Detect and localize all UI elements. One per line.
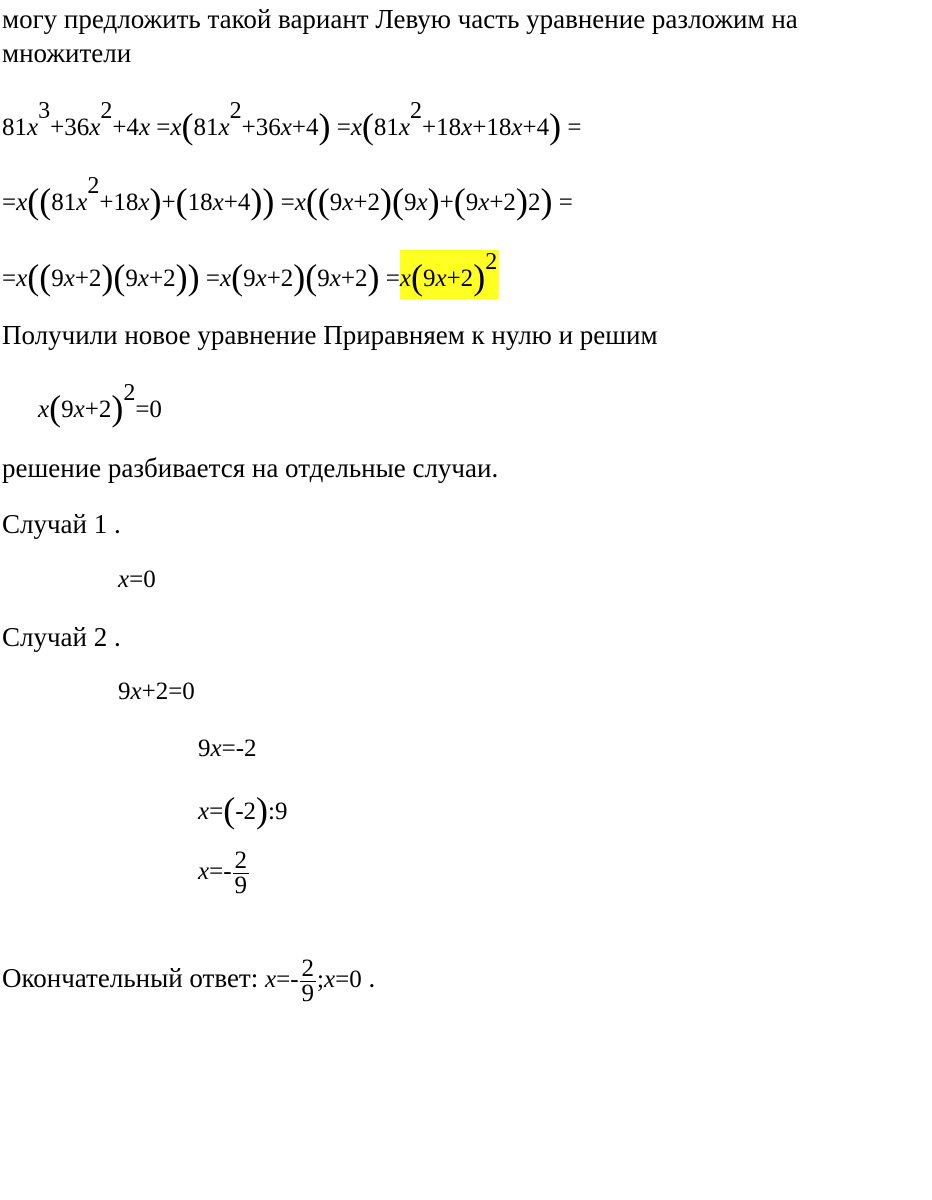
- term: +: [439, 189, 454, 216]
- paren: (: [410, 257, 423, 297]
- final-answer: [2, 957, 375, 1006]
- variable: x: [342, 189, 354, 216]
- term: 9: [61, 396, 74, 423]
- variable: x: [89, 114, 101, 141]
- case-1-equation: [118, 560, 156, 600]
- variable: x: [16, 265, 28, 292]
- new-equation: [38, 380, 162, 430]
- term: =: [552, 189, 573, 216]
- term: +2: [446, 265, 474, 292]
- paren: ): [549, 106, 562, 146]
- term: =0: [335, 966, 362, 994]
- term: =: [199, 265, 220, 292]
- fraction: [300, 957, 317, 1006]
- term: 9: [51, 265, 64, 292]
- variable: x: [398, 114, 411, 141]
- term: +4: [291, 114, 319, 141]
- term: 81: [51, 189, 77, 216]
- term: 9: [198, 735, 211, 762]
- paren: (: [175, 181, 188, 221]
- exponent: 3: [38, 98, 51, 124]
- paren: ): [515, 181, 528, 221]
- term: 18: [187, 189, 213, 216]
- variable: x: [198, 858, 210, 886]
- term: =: [330, 114, 351, 141]
- variable: x: [219, 265, 232, 292]
- paren: ): [149, 181, 162, 221]
- numerator: 2: [234, 847, 248, 874]
- paren: ): [367, 257, 380, 297]
- variable: x: [435, 265, 447, 292]
- variable: x: [511, 114, 523, 141]
- variable: x: [130, 678, 142, 705]
- paren: ((: [305, 181, 330, 221]
- term: 9: [317, 265, 330, 292]
- term: =-2: [221, 735, 257, 762]
- term: +2: [149, 265, 176, 292]
- variable: x: [218, 114, 230, 141]
- denominator: 9: [234, 872, 248, 899]
- paren: ): [427, 181, 440, 221]
- term: +4: [522, 114, 550, 141]
- case-2-step-1: [118, 672, 195, 712]
- case-2-step-2: [198, 729, 257, 769]
- exponent: 2: [100, 98, 113, 124]
- term: +2: [489, 189, 516, 216]
- term: +18: [422, 114, 462, 141]
- denominator: 9: [301, 980, 315, 1007]
- term: =: [150, 114, 171, 141]
- term: +2: [74, 265, 102, 292]
- paren: (: [231, 257, 244, 297]
- term: =: [209, 798, 224, 825]
- term: 9: [422, 265, 436, 292]
- term: =: [2, 265, 17, 292]
- term: +: [161, 189, 176, 216]
- paren: ): [473, 257, 486, 297]
- term: =: [379, 265, 400, 292]
- paren: )): [175, 257, 200, 297]
- term: :9: [268, 798, 288, 825]
- variable: x: [38, 396, 50, 423]
- term: +4: [223, 189, 251, 216]
- term: =0: [135, 396, 162, 423]
- variable: x: [16, 189, 28, 216]
- paren: )(: [293, 257, 318, 297]
- paren: ): [256, 790, 269, 830]
- equation-row-1: [2, 98, 582, 148]
- term: +18: [99, 189, 139, 216]
- variable: x: [212, 189, 224, 216]
- variable: x: [350, 114, 362, 141]
- term: 81: [193, 114, 219, 141]
- variable: x: [210, 735, 222, 762]
- term: 9: [118, 678, 131, 705]
- variable: x: [294, 189, 306, 216]
- final-label: Окончательный ответ:: [2, 963, 265, 994]
- variable: x: [137, 265, 150, 292]
- equation-row-2: [2, 173, 573, 223]
- paren: )(: [101, 257, 126, 297]
- new-equation-text: Получили новое уравнение Приравняем к нулю и решим: [2, 320, 658, 350]
- term: +4: [112, 114, 139, 141]
- term: +2: [353, 189, 381, 216]
- variable: x: [118, 566, 130, 593]
- term: 9: [329, 189, 343, 216]
- paren: ((: [27, 181, 52, 221]
- variable: x: [63, 265, 75, 292]
- term: 9: [404, 189, 417, 216]
- variable: x: [478, 189, 490, 216]
- variable: x: [198, 798, 210, 825]
- term: ;: [317, 966, 324, 994]
- case-2-step-4: [198, 849, 250, 898]
- term: +36: [241, 114, 281, 141]
- term: -2: [235, 798, 257, 825]
- term: 81: [2, 114, 27, 141]
- variable: x: [76, 189, 88, 216]
- paren: )(: [380, 181, 404, 221]
- variable: x: [329, 265, 341, 292]
- term: +2: [340, 265, 368, 292]
- cases-text: решение разбивается на отдельные случаи.: [2, 453, 499, 483]
- exponent: 2: [410, 98, 423, 124]
- paren: (: [49, 388, 62, 428]
- exponent: 2: [87, 173, 100, 199]
- variable: x: [138, 189, 150, 216]
- variable: x: [265, 966, 277, 994]
- variable: x: [255, 265, 267, 292]
- case-2-step-3: [198, 787, 288, 832]
- case-2-label: Случай 2 .: [2, 622, 121, 652]
- term: 9: [243, 265, 256, 292]
- term: +18: [472, 114, 512, 141]
- variable: x: [461, 114, 473, 141]
- paren: ((: [27, 257, 52, 297]
- term: =0: [129, 566, 156, 593]
- term: +2: [266, 265, 294, 292]
- paren: ): [540, 181, 553, 221]
- variable: x: [399, 265, 411, 292]
- equation-row-3: [2, 250, 499, 299]
- term: +36: [50, 114, 90, 141]
- term: =-: [276, 966, 299, 994]
- case-1-label: Случай 1 .: [2, 509, 121, 539]
- intro-line-1: могу предложить такой вариант Левую часть уравнение разложим на: [2, 4, 798, 34]
- paren: )): [250, 181, 275, 221]
- fraction: [233, 849, 250, 898]
- highlighted-result: [400, 250, 499, 299]
- term: =: [2, 189, 17, 216]
- variable: x: [27, 114, 39, 141]
- paren: (: [223, 790, 236, 830]
- paren: (: [181, 106, 194, 146]
- paren: ): [111, 388, 124, 428]
- variable: x: [416, 189, 428, 216]
- variable: x: [170, 114, 182, 141]
- numerator: 2: [301, 955, 315, 982]
- term: +2: [84, 396, 112, 423]
- term: 9: [465, 189, 479, 216]
- term: =: [274, 189, 295, 216]
- variable: x: [138, 114, 151, 141]
- exponent: 2: [229, 98, 242, 124]
- paren: ): [318, 106, 331, 146]
- paren: (: [361, 106, 374, 146]
- term: 9: [125, 265, 138, 292]
- variable: x: [73, 396, 85, 423]
- term: 2: [527, 189, 541, 216]
- paren: (: [453, 181, 466, 221]
- term: 81: [373, 114, 399, 141]
- term: +2=0: [141, 678, 195, 705]
- term: =: [561, 114, 582, 141]
- variable: x: [324, 966, 336, 994]
- intro-line-2: множители: [2, 38, 132, 68]
- exponent: 2: [123, 380, 136, 406]
- term: =-: [209, 858, 232, 886]
- variable: x: [280, 114, 292, 141]
- term: .: [361, 963, 376, 994]
- exponent: 2: [485, 249, 498, 275]
